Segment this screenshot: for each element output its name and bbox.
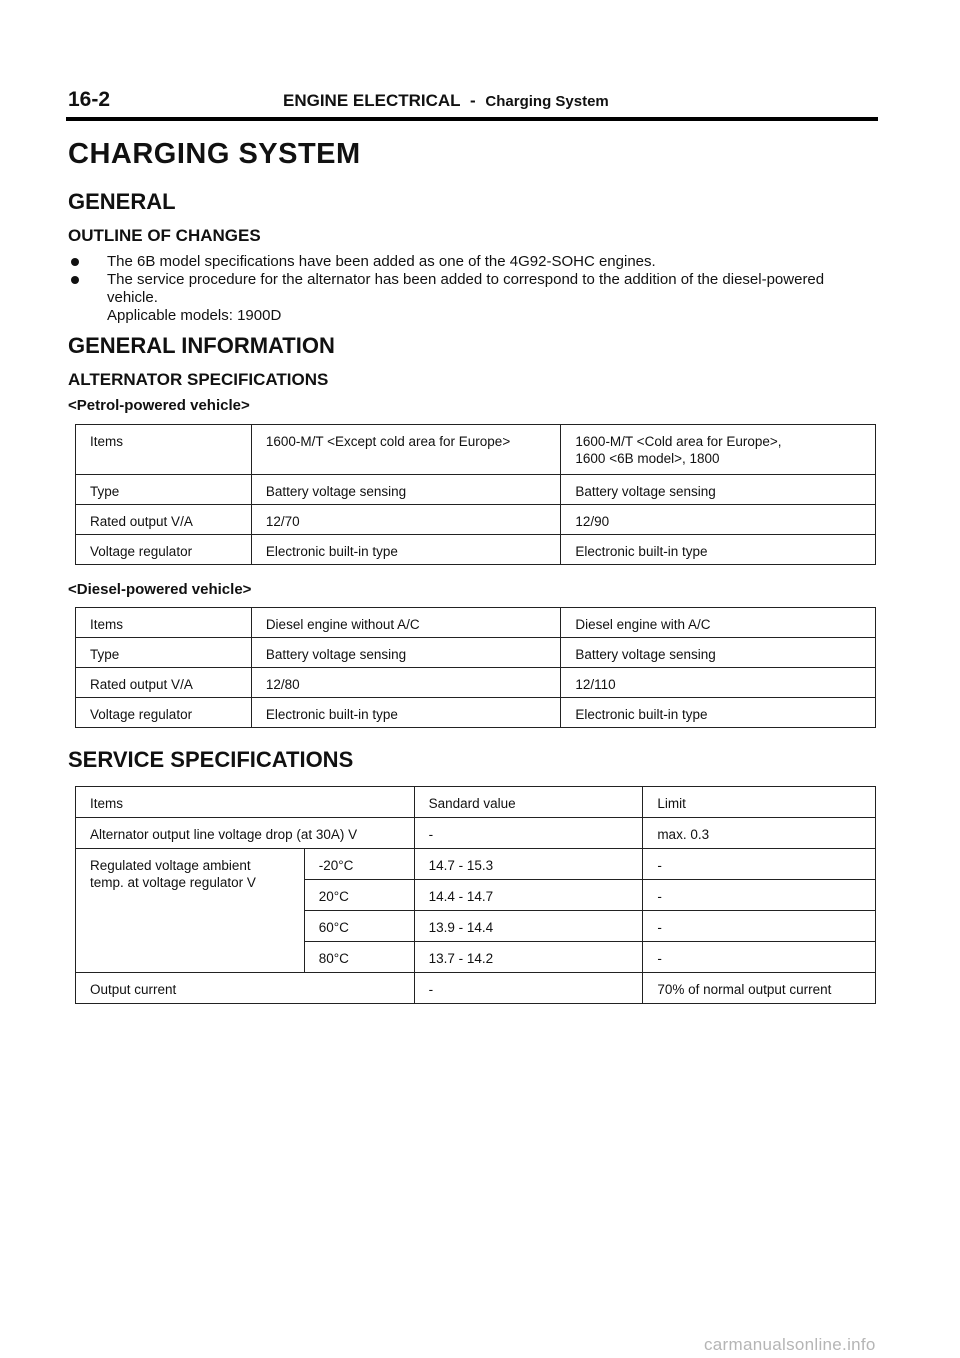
table-cell: Rated output V/A [76, 505, 252, 535]
page-title: CHARGING SYSTEM [68, 138, 361, 170]
general-heading: GENERAL [68, 189, 176, 214]
header-dash: - [470, 91, 476, 110]
table-cell: 70% of normal output current [643, 973, 876, 1004]
table-cell: Output current [76, 973, 415, 1004]
table-cell: 13.7 - 14.2 [414, 942, 643, 973]
header-rule [66, 117, 878, 121]
table-cell: - [414, 818, 643, 849]
table-cell: Diesel engine without A/C [251, 608, 561, 638]
bullet-text: The service procedure for the alternator has been added to correspond to the addition of the diesel-powered vehicle. [107, 271, 825, 306]
cell-line: 1600 <6B model>, 1800 [575, 451, 720, 466]
table-cell: 80°C [304, 942, 414, 973]
table-cell: max. 0.3 [643, 818, 876, 849]
table-cell: 14.7 - 15.3 [414, 849, 643, 880]
regulated-voltage-label [76, 849, 305, 973]
table-cell: - [414, 973, 643, 1004]
table-cell: Electronic built-in type [561, 535, 876, 565]
bullet-text: The 6B model specifications have been added as one of the 4G92-SOHC engines. [107, 253, 656, 270]
table-cell: Voltage regulator [76, 535, 252, 565]
table-cell: Electronic built-in type [561, 698, 876, 728]
table-cell: 13.9 - 14.4 [414, 911, 643, 942]
diesel-spec-table [75, 607, 876, 728]
table-cell: Type [76, 475, 252, 505]
service-spec-table [75, 786, 876, 1004]
outline-heading: OUTLINE OF CHANGES [68, 226, 261, 245]
table-row [76, 668, 876, 698]
outline-bullets [68, 253, 880, 325]
bullet-dot-icon [71, 276, 79, 284]
table-cell: Electronic built-in type [251, 535, 561, 565]
bullet-item [68, 253, 880, 271]
table-cell: - [643, 911, 876, 942]
table-header-cell: Limit [643, 787, 876, 818]
table-cell: 12/90 [561, 505, 876, 535]
petrol-spec-table [75, 424, 876, 565]
table-row [76, 475, 876, 505]
table-row [76, 818, 876, 849]
table-cell: Battery voltage sensing [561, 638, 876, 668]
table-cell: - [643, 942, 876, 973]
table-row [76, 535, 876, 565]
table-row [76, 849, 876, 880]
cell-line: temp. at voltage regulator V [90, 875, 256, 890]
table-cell: Items [76, 425, 252, 475]
table-header-cell: Sandard value [414, 787, 643, 818]
table-row [76, 973, 876, 1004]
page-number: 16-2 [68, 88, 111, 111]
table-cell: 1600-M/T <Except cold area for Europe> [251, 425, 561, 475]
table-cell: Voltage regulator [76, 698, 252, 728]
applicable-text: Applicable models: 1900D [107, 307, 282, 324]
table-row [76, 787, 876, 818]
table-cell: -20°C [304, 849, 414, 880]
table-cell [561, 425, 876, 475]
table-cell: Battery voltage sensing [561, 475, 876, 505]
table-cell: Battery voltage sensing [251, 638, 561, 668]
general-information-heading: GENERAL INFORMATION [68, 333, 335, 358]
table-cell: 12/80 [251, 668, 561, 698]
table-cell: Diesel engine with A/C [561, 608, 876, 638]
subsection-title: Charging System [485, 93, 609, 110]
table-header-cell: Items [76, 787, 415, 818]
petrol-label: <Petrol-powered vehicle> [68, 397, 250, 414]
table-cell: Type [76, 638, 252, 668]
table-cell: 60°C [304, 911, 414, 942]
table-cell: 12/110 [561, 668, 876, 698]
running-header [283, 91, 609, 111]
table-cell: 20°C [304, 880, 414, 911]
table-cell: - [643, 849, 876, 880]
table-cell: Electronic built-in type [251, 698, 561, 728]
table-cell: Items [76, 608, 252, 638]
table-row [76, 608, 876, 638]
cell-line: Regulated voltage ambient [90, 858, 251, 873]
alternator-specs-heading: ALTERNATOR SPECIFICATIONS [68, 370, 329, 389]
diesel-label: <Diesel-powered vehicle> [68, 581, 252, 598]
table-row [76, 425, 876, 475]
table-cell: Battery voltage sensing [251, 475, 561, 505]
section-title: ENGINE ELECTRICAL [283, 91, 461, 110]
watermark-footer: carmanualsonline.info [704, 1335, 876, 1354]
service-specs-heading: SERVICE SPECIFICATIONS [68, 747, 354, 772]
table-cell: - [643, 880, 876, 911]
table-row [76, 698, 876, 728]
table-row [76, 505, 876, 535]
bullet-item [68, 271, 880, 307]
table-cell: Rated output V/A [76, 668, 252, 698]
bullet-dot-icon [71, 258, 79, 266]
table-cell: 12/70 [251, 505, 561, 535]
table-cell: 14.4 - 14.7 [414, 880, 643, 911]
table-row [76, 638, 876, 668]
applicable-models [68, 307, 880, 325]
table-cell: Alternator output line voltage drop (at 30A) V [76, 818, 415, 849]
cell-line: 1600-M/T <Cold area for Europe>, [575, 434, 782, 449]
